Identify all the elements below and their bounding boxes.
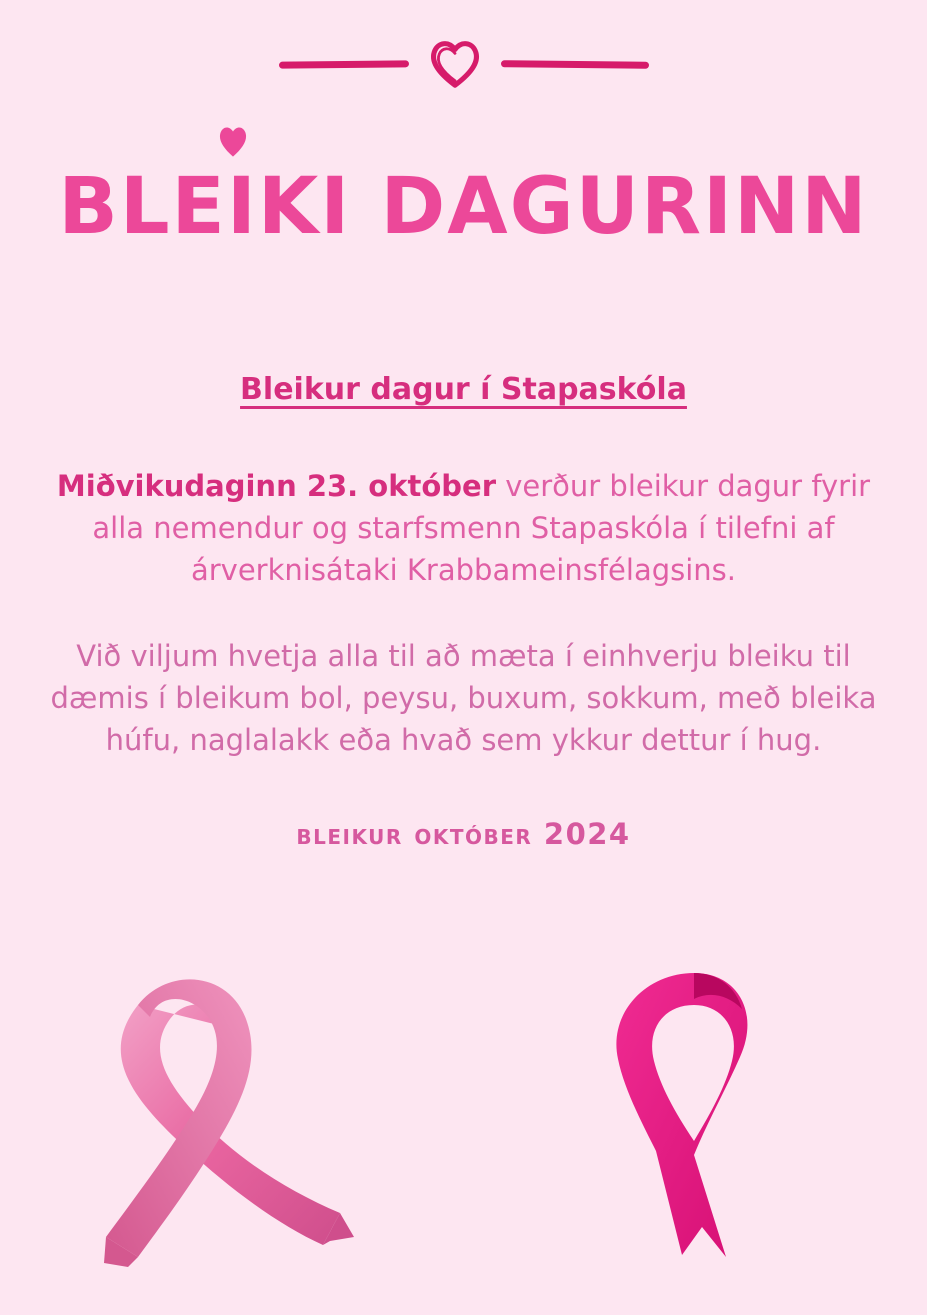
heart-outline-icon (427, 36, 483, 92)
page-title: BLEIKI DAGURINN (58, 162, 869, 252)
awareness-ribbon-heart-icon (78, 945, 398, 1285)
divider-line-left (278, 60, 408, 68)
awareness-ribbon-icon (598, 965, 788, 1265)
paragraph-one (20, 465, 907, 591)
paragraph-two: Við viljum hvetja alla til að mæta í einhverju bleiku til dæmis í bleikum bol, peysu, buxum, sokkum, með bleika húfu, naglalakk eða hvað sem ykkur dettur í hug. (50, 639, 877, 758)
paragraph-one-date: Miðvikudaginn 23. október (56, 469, 497, 503)
heart-filled-icon (216, 120, 250, 160)
poster-tagline: bleikur október 2024 (296, 817, 631, 852)
divider-line-right (500, 60, 648, 69)
paragraph-one-text: verður bleikur dagur fyrir alla nemendur og starfsmenn Stapaskóla í tilefni af árverknisátaki Krabbameinsfélagsins. (92, 469, 871, 588)
top-divider (0, 28, 927, 100)
poster-subtitle: Bleikur dagur í Stapaskóla (240, 372, 687, 407)
poster-content (0, 370, 927, 851)
